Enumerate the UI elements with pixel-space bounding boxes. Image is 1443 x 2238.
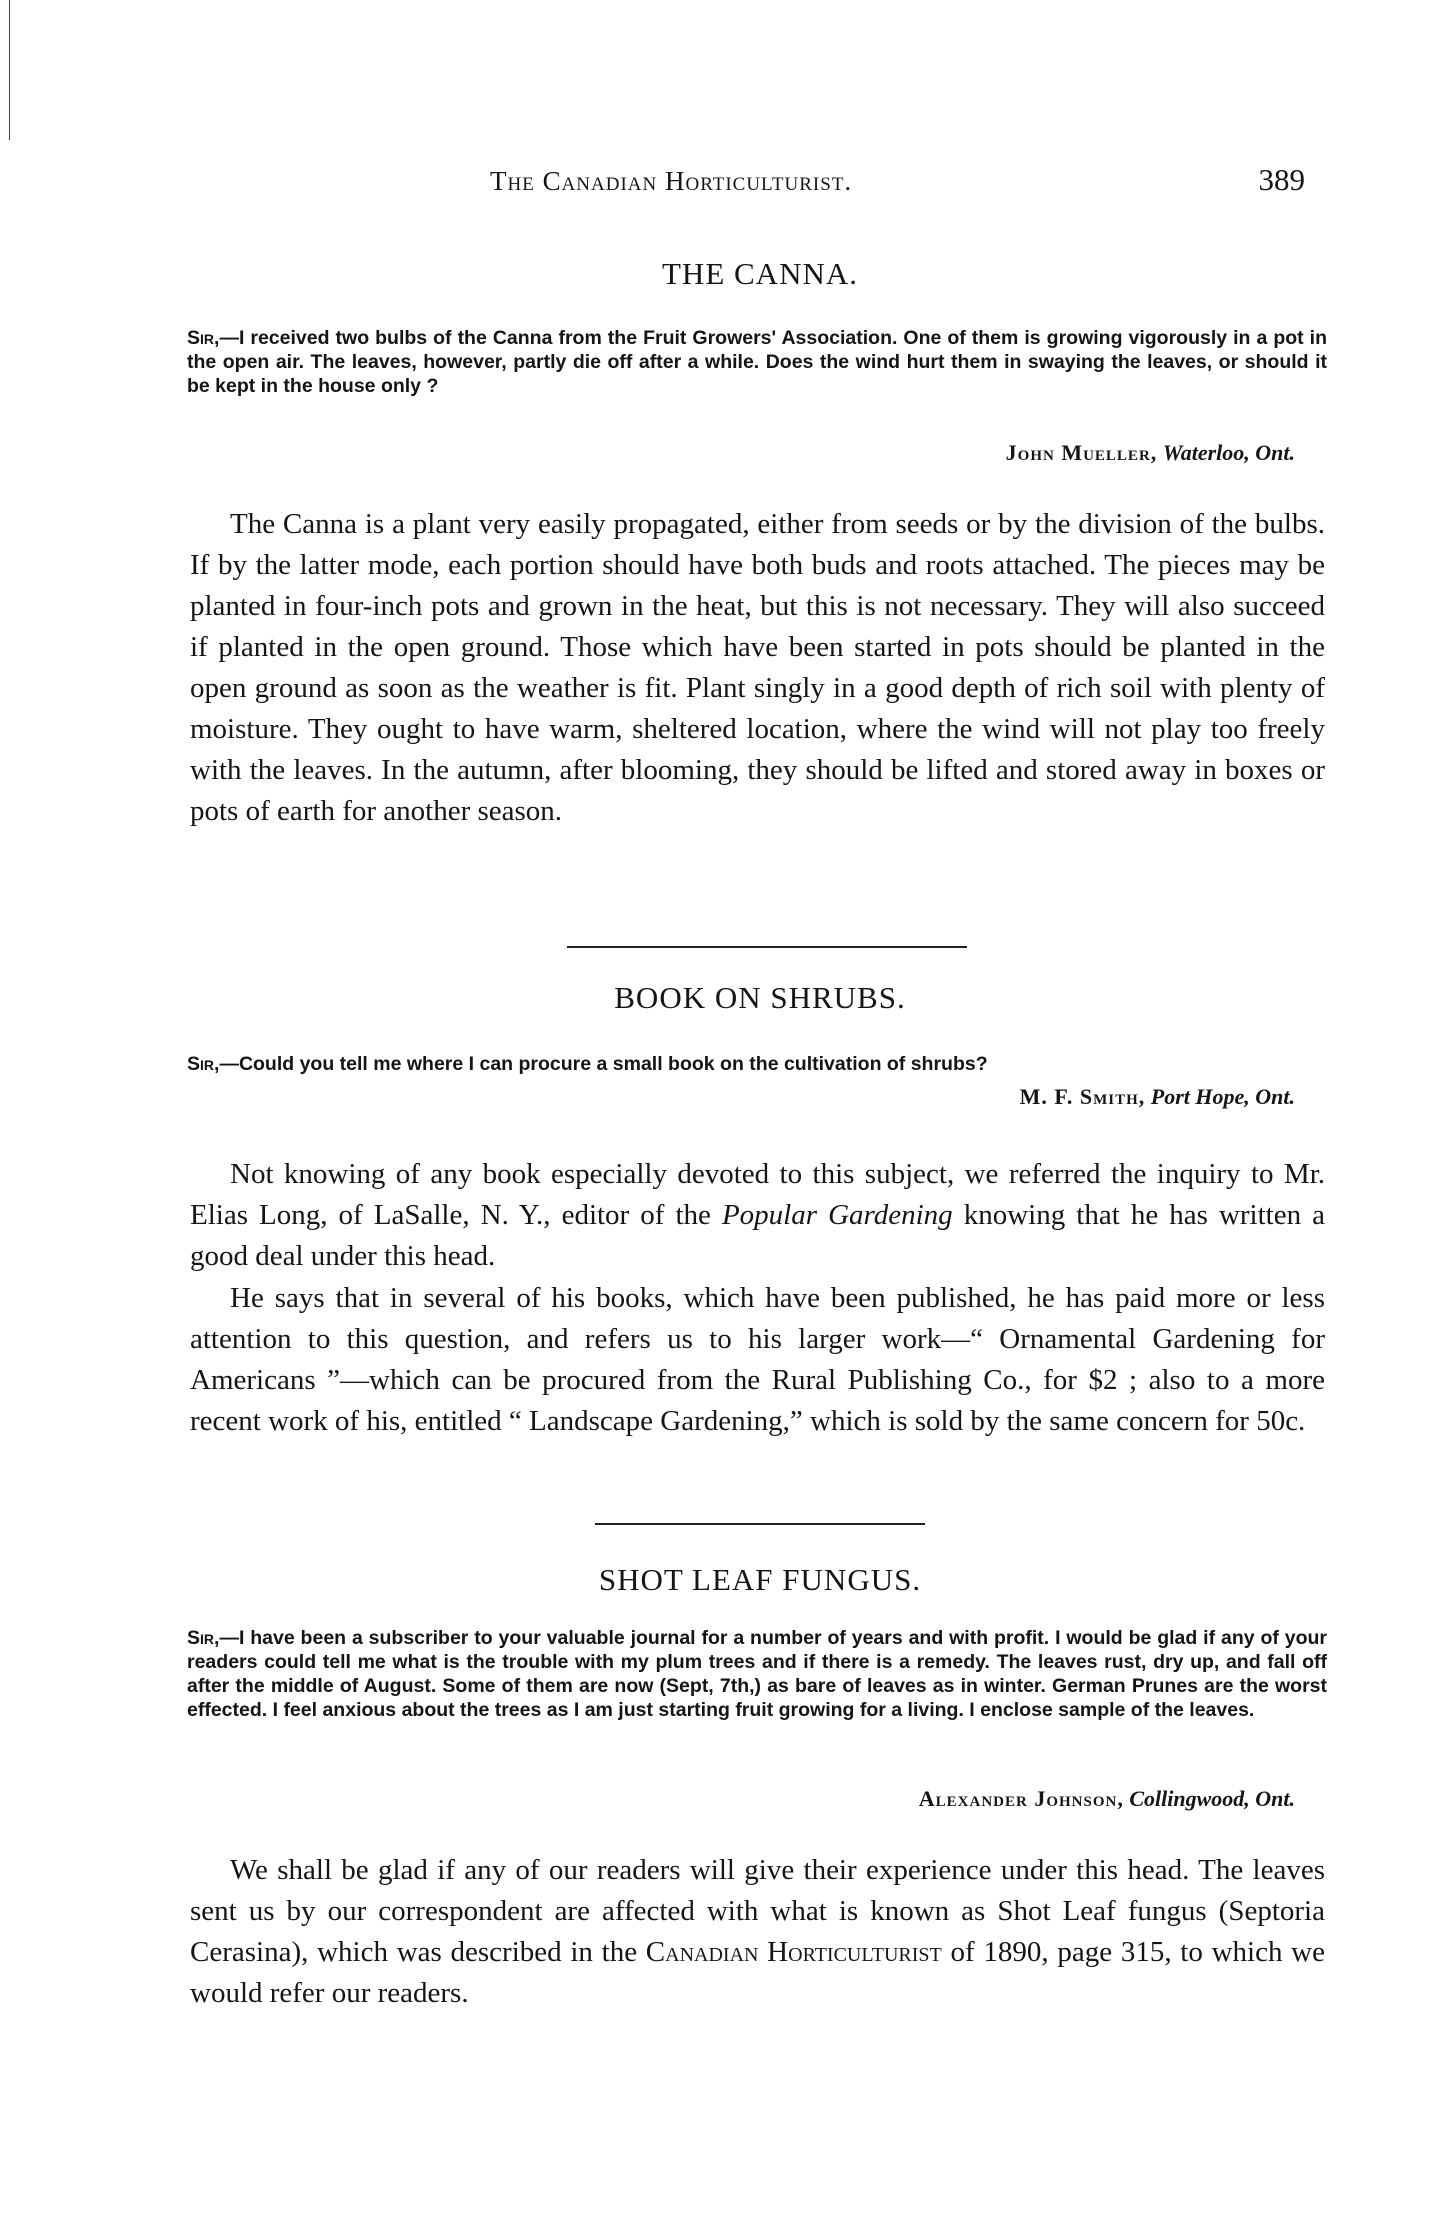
fungus-reply-end: of 1890, page 315, to which we would refer our readers. [190, 1936, 1325, 2009]
shrubs-letter-salutation: Sir, [187, 1053, 220, 1075]
canna-heading: THE CANNA. [662, 256, 858, 291]
canna-letter-salutation: Sir, [187, 327, 220, 349]
fungus-signature-name: Alexander Johnson, [918, 1786, 1124, 1811]
fungus-reply-text: We shall be glad if any of our readers will give their experience under this head. The leaves sent us by our correspondent are affected with what is known as Shot Leaf fungus (Septoria Cerasina), which was described in the [190, 1854, 1325, 1968]
fungus-reply-journal: Canadian Horticulturist [645, 1936, 942, 1968]
shrubs-signature-place: Port Hope, Ont. [1150, 1084, 1295, 1109]
canna-reply: The Canna is a plant very easily propagated, either from seeds or by the division of the bulbs. If by the latter mode, each portion should have both buds and roots attached. The pieces may be planted in four-inch pots and grown in the heat, but this is not necessary. They will also succeed if planted in the open ground. Those which have been started in pots should be planted in the open ground as soon as the weather is fit. Plant singly in a good depth of rich soil with plenty of moisture. They ought to have warm, sheltered location, where the wind will not play too freely with the leaves. In the autumn, after blooming, they should be lifted and stored away in boxes or pots of earth for another season. [190, 508, 1325, 827]
shrubs-reply-1 [190, 1154, 1325, 1277]
running-head [185, 162, 1335, 202]
shrubs-signature [1020, 1084, 1295, 1110]
shrubs-heading: BOOK ON SHRUBS. [614, 980, 906, 1015]
fungus-signature [919, 1786, 1295, 1812]
section-divider [567, 946, 967, 948]
shrubs-letter [187, 1052, 1327, 1076]
shrubs-signature-name: M. F. Smith, [1019, 1084, 1146, 1109]
canna-signature [1006, 440, 1295, 466]
shrubs-letter-text: —Could you tell me where I can procure a small book on the cultivation of shrubs? [219, 1053, 988, 1075]
shrubs-reply-1-end: knowing that he has written a good deal under this head. [190, 1199, 1326, 1272]
fungus-heading: SHOT LEAF FUNGUS. [598, 1562, 922, 1597]
shrubs-reply-1-text: Not knowing of any book especially devoted to this subject, we referred the inquiry to Mr. Elias Long, of LaSalle, N. Y., editor of the [190, 1158, 1325, 1231]
fungus-signature-place: Collingwood, Ont. [1129, 1786, 1295, 1811]
shrubs-reply-1-italic: Popular Gardening [721, 1199, 953, 1231]
canna-signature-name: John Mueller, [1005, 440, 1158, 465]
fungus-letter-salutation: Sir, [187, 1627, 220, 1649]
canna-letter-text: —I received two bulbs of the Canna from the Fruit Growers' Association. One of them is growing vigorously in a pot in the open air. The leaves, however, partly die off after a while. Does the wind hurt them in swaying the leaves, or should it be kept in the house only ? [187, 327, 1327, 397]
page-edge-line [9, 0, 10, 140]
shrubs-reply-2: He says that in several of his books, which have been published, he has paid more or less attention to this question, and refers us to his larger work—“ Ornamental Gardening for Americans ”—which can be procured from the Rural Publishing Co., for $2 ; also to a more recent work of his, entitled “ Landscape Gardening,” which is sold by the same concern for 50c. [190, 1282, 1325, 1437]
page-number: 389 [1258, 162, 1305, 197]
section-divider [595, 1523, 925, 1525]
fungus-reply [190, 1850, 1325, 2014]
canna-letter [187, 326, 1327, 398]
fungus-letter [187, 1626, 1327, 1722]
canna-signature-place: Waterloo, Ont. [1162, 440, 1295, 465]
running-title: The Canadian Horticulturist. [490, 166, 853, 196]
fungus-letter-text: —I have been a subscriber to your valuable journal for a number of years and with profit. I would be glad if any of your readers could tell me what is the trouble with my plum trees and if there is a remedy. The leaves rust, dry up, and fall off after the middle of August. Some of them are now (Sept, 7th,) as bare of leaves as in winter. German Prunes are the worst effected. I feel anxious about the trees as I am just starting fruit growing for a living. I enclose sample of the leaves. [187, 1627, 1327, 1721]
